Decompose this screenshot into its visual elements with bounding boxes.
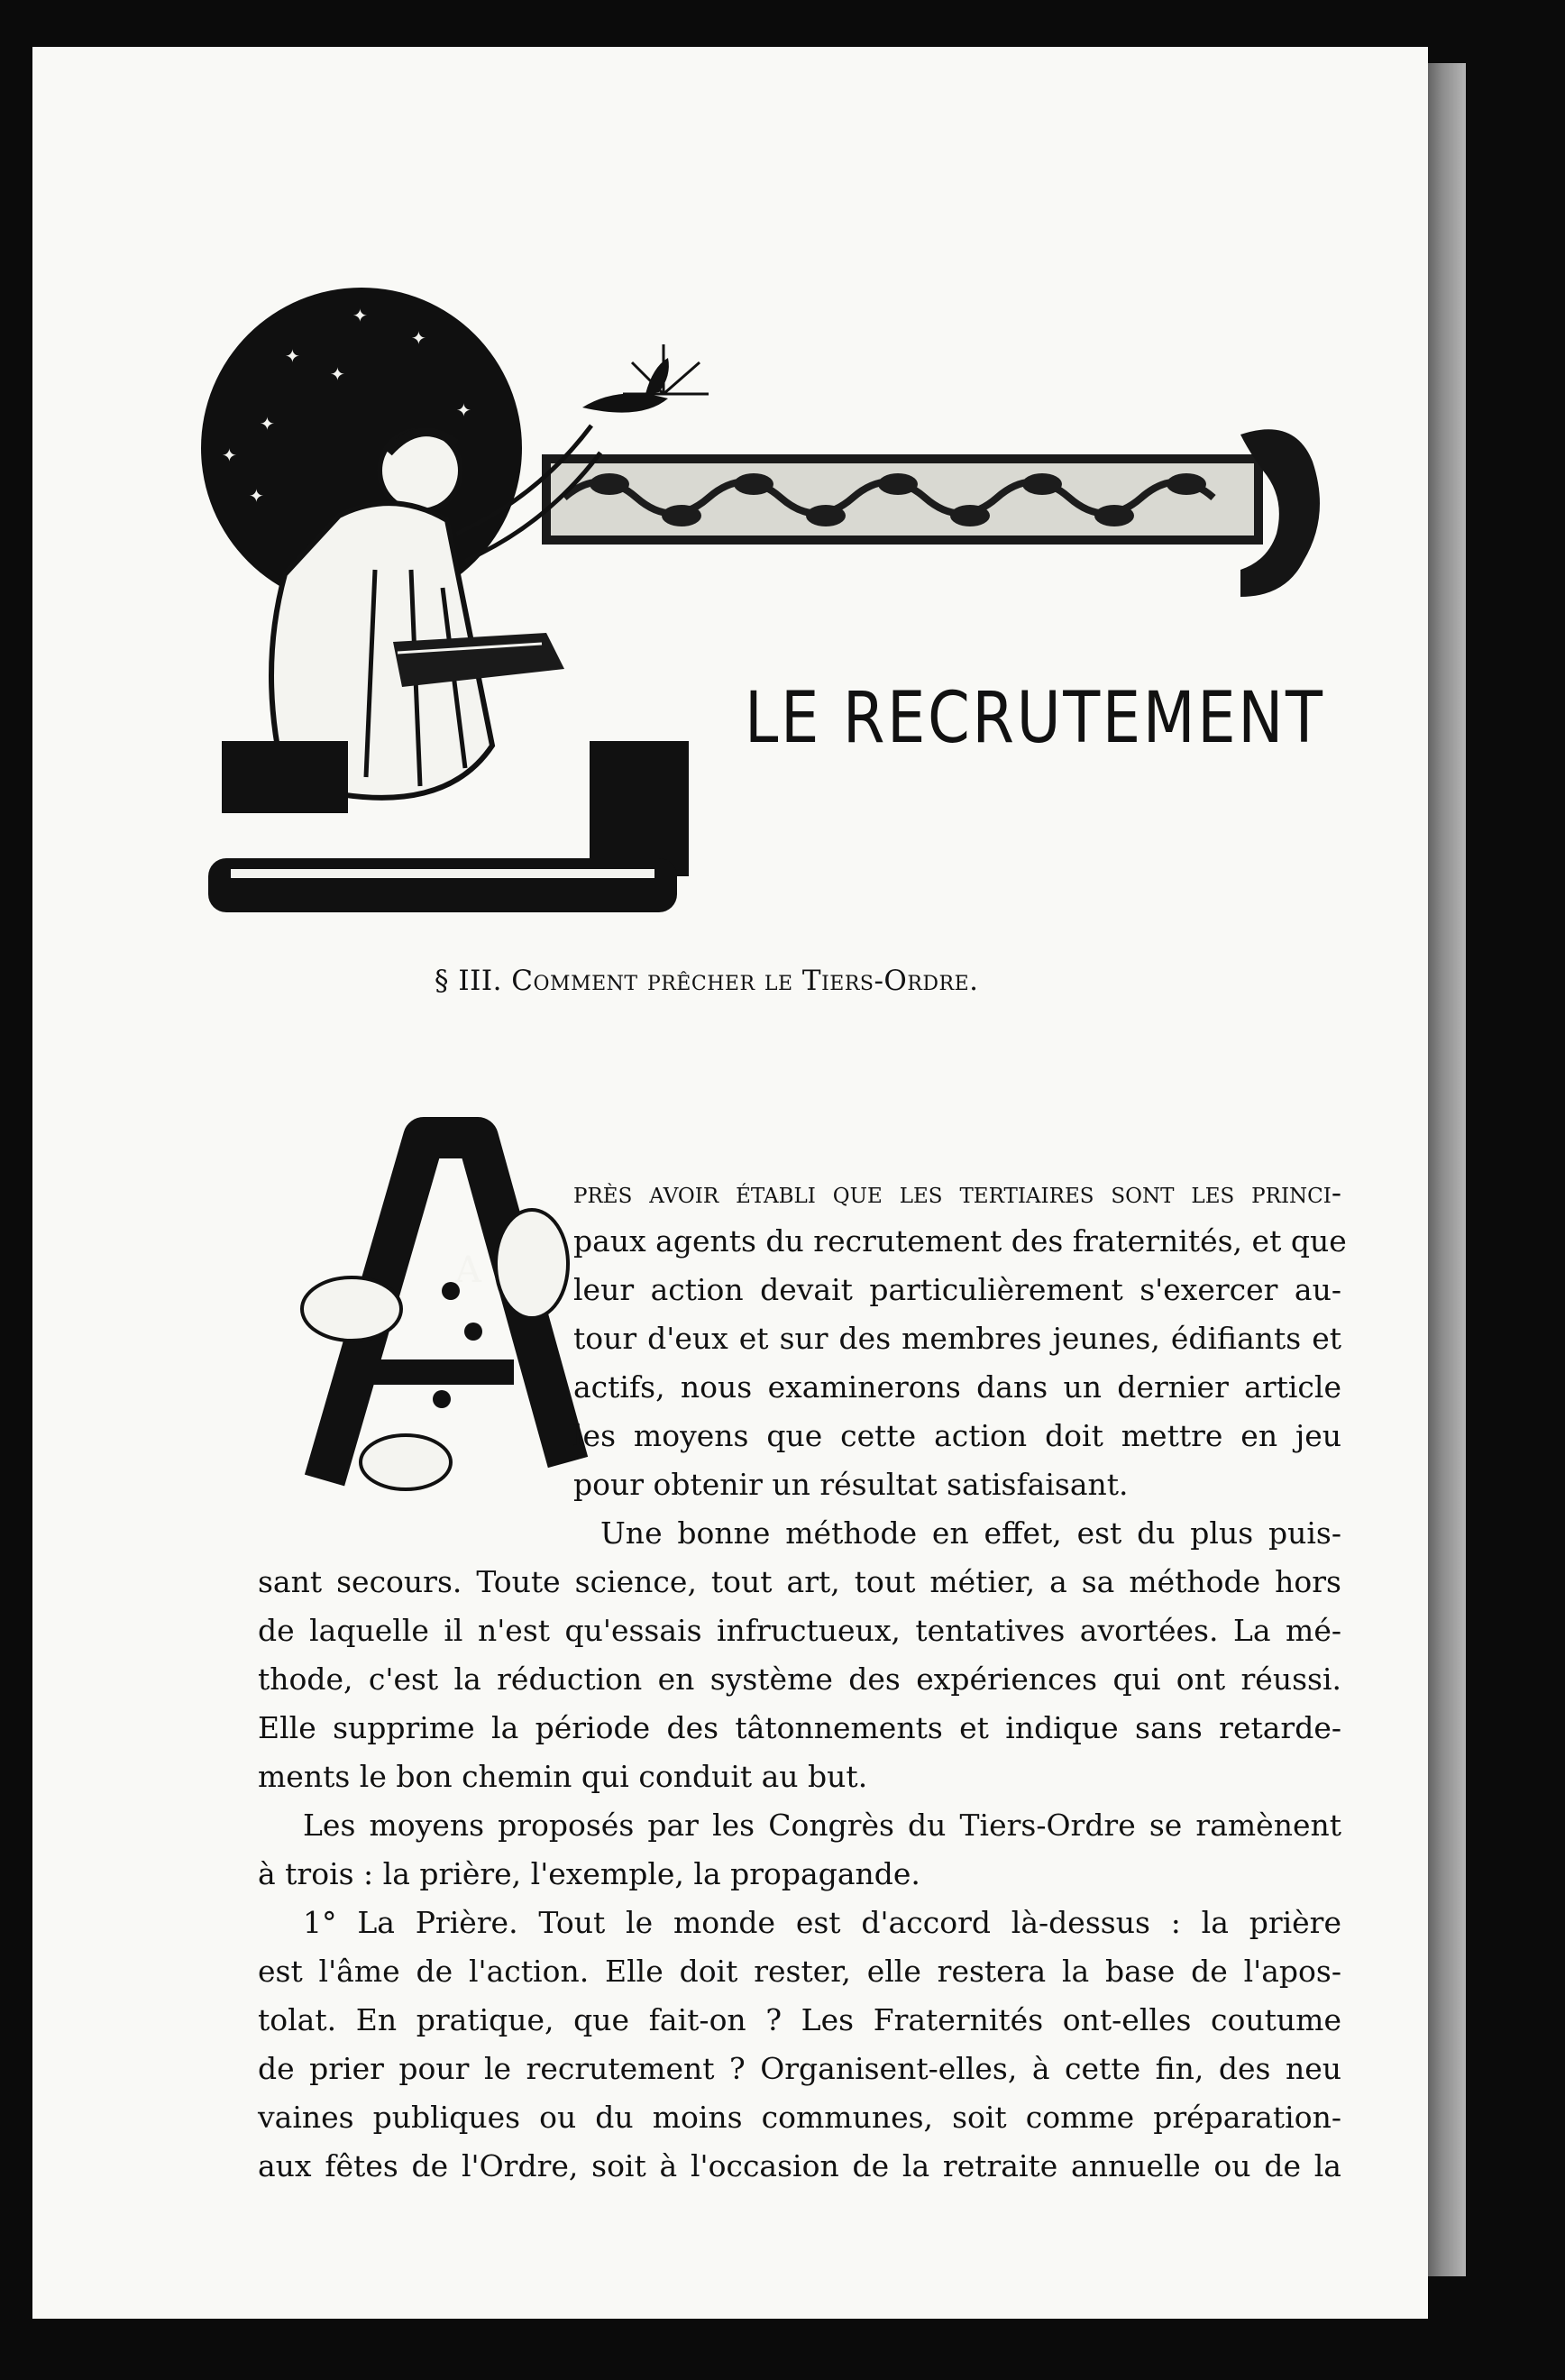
svg-text:✦: ✦ — [411, 327, 426, 349]
body-line: de prier pour le recrutement ? Organisent-elles, à cette fin, des neu — [258, 2051, 1341, 2086]
body-line: pour obtenir un résultat satisfaisant. — [573, 1467, 1129, 1502]
svg-text:✦: ✦ — [285, 345, 300, 367]
body-line: paux agents du recrutement des fraternités, et que — [573, 1223, 1347, 1259]
body-line: sant secours. Toute science, tout art, tout métier, a sa méthode hors — [258, 1564, 1341, 1599]
body-line: à trois : la prière, l'exemple, la propagande. — [258, 1856, 920, 1891]
body-line: est l'âme de l'action. Elle doit rester, elle restera la base de l'apos- — [258, 1954, 1341, 1989]
body-line: Les moyens proposés par les Congrès du Tiers-Ordre se ramènent — [303, 1808, 1341, 1843]
drop-cap-letter: A — [455, 1250, 481, 1291]
body-line: actifs, nous examinerons dans un dernier article — [573, 1369, 1341, 1405]
svg-text:✦: ✦ — [330, 363, 345, 385]
body-line: Une bonne méthode en effet, est du plus puis- — [600, 1515, 1341, 1551]
body-line: Elle supprime la période des tâtonnements et indique sans retarde- — [258, 1710, 1341, 1745]
body-line: ments le bon chemin qui conduit au but. — [258, 1759, 868, 1794]
body-line: les moyens que cette action doit mettre en jeu — [573, 1418, 1341, 1453]
body-line: près avoir établi que les tertiaires sont les princi- — [573, 1175, 1341, 1210]
svg-text:✦: ✦ — [260, 413, 275, 435]
body-line: de laquelle il n'est qu'essais infructueux, tentatives avortées. La mé- — [258, 1613, 1341, 1648]
section-heading-text: § III. Comment prêcher le Tiers-Ordre. — [435, 965, 979, 997]
svg-text:✦: ✦ — [249, 485, 264, 507]
svg-text:✦: ✦ — [456, 399, 471, 421]
body-line: tour d'eux et sur des membres jeunes, édifiants et — [573, 1321, 1341, 1356]
book-page — [32, 47, 1428, 2319]
body-line: vaines publiques ou du moins communes, soit comme préparation- — [258, 2100, 1341, 2135]
chapter-title: LE RECRUTEMENT — [745, 678, 1325, 759]
body-line: thode, c'est la réduction en système des expériences qui ont réussi. — [258, 1661, 1341, 1697]
body-line: leur action devait particulièrement s'exercer au- — [573, 1272, 1341, 1307]
body-line: 1° La Prière. Tout le monde est d'accord là-dessus : la prière — [303, 1905, 1341, 1940]
svg-text:✦: ✦ — [222, 444, 237, 466]
svg-text:✦: ✦ — [352, 305, 368, 326]
body-line: aux fêtes de l'Ordre, soit à l'occasion de la retraite annuelle ou de la — [258, 2148, 1341, 2183]
section-heading — [435, 965, 1246, 997]
illuminated-initial-a — [270, 1102, 595, 1516]
body-line: tolat. En pratique, que fait-on ? Les Fraternités ont-elles coutume — [258, 2002, 1341, 2037]
